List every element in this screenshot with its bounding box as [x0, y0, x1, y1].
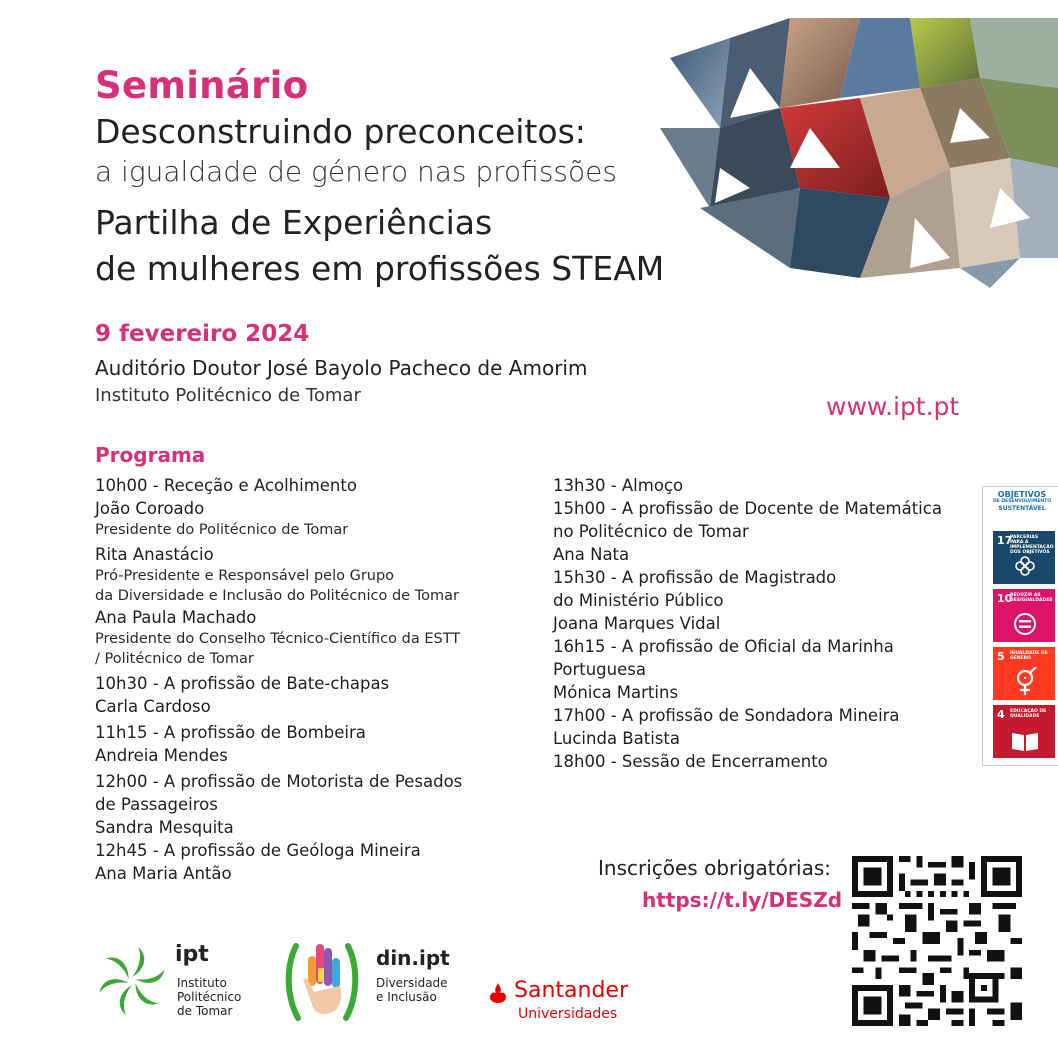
photo-collage [660, 18, 1058, 288]
schedule-item: no Politécnico de Tomar [553, 522, 749, 541]
theme-line-1: Partilha de Experiências [95, 203, 493, 242]
schedule-item: 15h00 - A profissão de Docente de Matemática [553, 499, 942, 518]
gender-equality-icon [1012, 667, 1038, 697]
speaker-role: / Politécnico de Tomar [95, 651, 254, 667]
schedule-item: 15h30 - A profissão de Magistrado [553, 568, 837, 587]
sdg-panel [982, 486, 1058, 766]
programa-right-column [553, 474, 953, 773]
speaker-name: Mónica Martins [553, 683, 679, 702]
sdg-heading: OBJETIVOS DE DESENVOLVIMENTO SUSTENTÁVEL [992, 490, 1052, 512]
event-institute: Instituto Politécnico de Tomar [95, 385, 361, 406]
sdg-5-tile: 5 IGUALDADE DE GÉNERO [993, 647, 1055, 700]
schedule-item: 10h30 - A profissão de Bate-chapas [95, 674, 390, 693]
schedule-item: 18h00 - Sessão de Encerramento [553, 752, 828, 771]
sdg-17-tile: 17 PARCERIAS PARA A IMPLEMENTAÇÃO DOS OBJETIVOS [993, 531, 1055, 584]
speaker-name: Sandra Mesquita [95, 818, 234, 837]
event-title: Desconstruindo preconceitos: [95, 112, 586, 151]
schedule-item: 12h45 - A profissão de Geóloga Mineira [95, 841, 421, 860]
ipt-logo-line2: Politécnico [177, 990, 242, 1004]
speaker-name: Ana Maria Antão [95, 864, 232, 883]
book-icon [1010, 729, 1040, 753]
event-venue: Auditório Doutor José Bayolo Pacheco de Amorim [95, 356, 588, 380]
speaker-name: Lucinda Batista [553, 729, 680, 748]
seminar-label: Seminário [95, 64, 309, 107]
din-logo-line2: e Inclusão [376, 990, 437, 1004]
speaker-name: Carla Cardoso [95, 697, 211, 716]
ipt-logo [95, 942, 255, 1022]
partnership-icon [1012, 553, 1038, 579]
programa-left-column [95, 474, 535, 885]
schedule-item: 12h00 - A profissão de Motorista de Pesados [95, 772, 463, 791]
schedule-item: 17h00 - A profissão de Sondadora Mineira [553, 706, 900, 725]
ipt-logo-line1: Instituto [177, 976, 227, 990]
speaker-role: da Diversidade e Inclusão do Politécnico de Tomar [95, 588, 459, 604]
ipt-logo-line3: de Tomar [177, 1004, 233, 1018]
din-logo-line1: Diversidade [376, 976, 448, 990]
schedule-item: 10h00 - Receção e Acolhimento [95, 476, 357, 495]
din-logo-name: din.ipt [376, 946, 450, 970]
santander-logo-name: Santander [514, 978, 628, 1003]
schedule-item: 16h15 - A profissão de Oficial da Marinha [553, 637, 894, 656]
speaker-name: Ana Nata [553, 545, 630, 564]
santander-flame-icon [486, 981, 510, 1005]
speaker-role: Presidente do Politécnico de Tomar [95, 522, 349, 538]
hand-colors-icon [282, 938, 368, 1022]
speaker-name: Rita Anastácio [95, 545, 214, 564]
website-link[interactable]: www.ipt.pt [826, 392, 960, 421]
sdg-10-tile: 10 REDUZIR AS DESIGUALDADES [993, 589, 1055, 642]
santander-logo [486, 978, 646, 1028]
schedule-item: 13h30 - Almoço [553, 476, 684, 495]
santander-logo-sub: Universidades [518, 1006, 618, 1022]
registration-label: Inscrições obrigatórias: [598, 856, 832, 880]
schedule-item: do Ministério Público [553, 591, 724, 610]
speaker-name: Joana Marques Vidal [553, 614, 721, 633]
speaker-role: Pró-Presidente e Responsável pelo Grupo [95, 568, 395, 584]
qr-code[interactable] [852, 856, 1022, 1026]
ipt-logo-name: ipt [175, 942, 209, 967]
sdg-4-tile: 4 EDUCAÇÃO DE QUALIDADE [993, 705, 1055, 758]
din-ipt-logo [282, 938, 462, 1024]
collage-tiles [660, 18, 1058, 288]
speaker-name: João Coroado [95, 499, 205, 518]
schedule-item: 11h15 - A profissão de Bombeira [95, 723, 366, 742]
registration-link[interactable]: https://t.ly/DESZd [642, 888, 843, 912]
programa-heading: Programa [95, 443, 206, 467]
ipt-star-icon [95, 944, 169, 1018]
speaker-name: Ana Paula Machado [95, 608, 257, 627]
speaker-role: Presidente do Conselho Técnico-Científico da ESTT [95, 631, 461, 647]
event-subtitle: a igualdade de género nas profissões [95, 155, 617, 188]
speaker-name: Andreia Mendes [95, 746, 228, 765]
theme-line-2: de mulheres em profissões STEAM [95, 249, 665, 288]
equality-icon [1012, 611, 1038, 637]
schedule-item: de Passageiros [95, 795, 218, 814]
schedule-item: Portuguesa [553, 660, 646, 679]
event-date: 9 fevereiro 2024 [95, 321, 310, 347]
